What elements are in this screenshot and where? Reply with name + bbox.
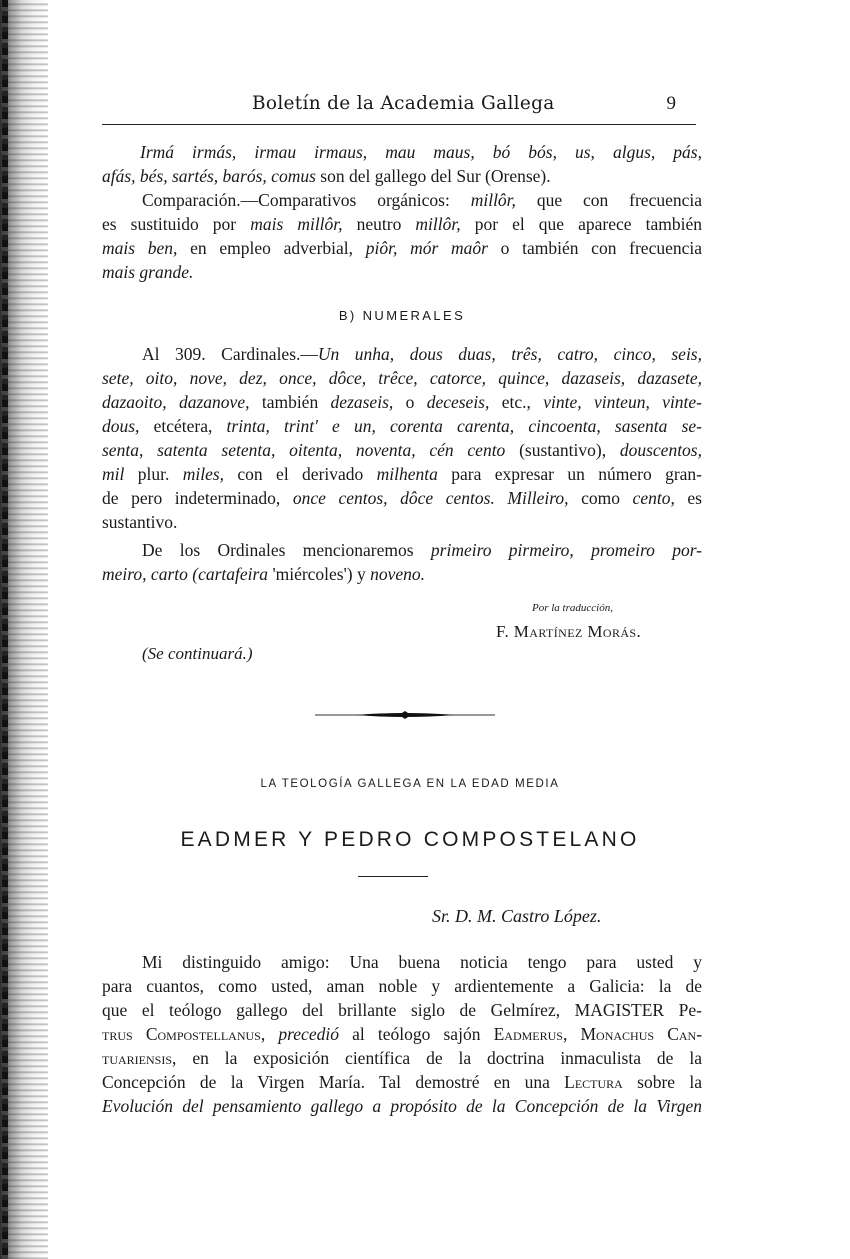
journal-title: Boletín de la Academia Gallega (252, 93, 555, 114)
text: o también con frecuencia (487, 238, 703, 258)
term: noveno. (370, 564, 426, 584)
term: mais millôr, (250, 214, 343, 234)
text: al teólogo sajón (338, 1024, 494, 1044)
term: meiro, carto (cartafeira (102, 564, 269, 584)
term: precedió (278, 1024, 339, 1044)
text: por el que aparece también (460, 214, 702, 234)
text: también (249, 392, 331, 412)
term: millôr, (470, 190, 516, 210)
text (265, 1024, 278, 1044)
plural-note-text: son del gallego del Sur (Orense). (315, 166, 551, 186)
text: etc., (489, 392, 544, 412)
header-rule (102, 124, 696, 125)
term: sete, oito, nove, dez, once, dôce, trêce, catorce, quince, dazaseis, dazasete, (102, 368, 702, 388)
text: plur. (124, 464, 183, 484)
term: douscentos, (619, 440, 702, 460)
text: con el derivado (224, 464, 377, 484)
paragraph-ordinales (102, 538, 702, 586)
small-caps-name: tuariensis, (102, 1048, 177, 1068)
translator-note: Por la traducción, (532, 602, 613, 614)
text: es sustituido por (102, 214, 251, 234)
ornament-divider (315, 706, 495, 724)
term: vinte, vinteun, vinte- (543, 392, 703, 412)
plural-examples-line-2: afás, bés, sartés, barós, comus (102, 166, 316, 186)
term: cento, (632, 488, 675, 508)
letter-addressee: Sr. D. M. Castro López. (432, 906, 602, 926)
text: es (674, 488, 702, 508)
term: mais ben, (102, 238, 178, 258)
term: once centos, dôce centos. Milleiro, (292, 488, 569, 508)
to-be-continued-note: (Se continuará.) (142, 644, 253, 663)
term: primeiro pirmeiro, promeiro por- (430, 540, 703, 560)
term: dazaoito, dazanove, (102, 392, 250, 412)
text: Mi distinguido amigo: Una buena noticia tengo para usted y (142, 952, 702, 972)
letter-body (102, 950, 702, 1118)
section-heading-numerales: B) NUMERALES (338, 308, 466, 323)
term: trinta, trint' e un, corenta carenta, cincoenta, sasenta se- (226, 416, 702, 436)
text: etcétera, (139, 416, 227, 436)
term: Evolución del pensamiento gallego a propósito de la Concepción de la Virgen (102, 1096, 702, 1116)
text: que con frecuencia (515, 190, 702, 210)
text: como (568, 488, 633, 508)
paragraph-cardinales (102, 342, 702, 534)
text: para expresar un número gran- (437, 464, 702, 484)
text: para cuantos, como usted, aman noble y ardientemente a Galicia: la de (102, 976, 702, 996)
page-number: 9 (666, 93, 676, 114)
paragraph-comparacion (102, 188, 702, 284)
series-heading: LA TEOLOGÍA GALLEGA EN LA EDAD MEDIA (260, 778, 560, 790)
term: senta, satenta setenta, oitenta, noventa, cén cento (102, 440, 506, 460)
small-caps-name: Eadmerus, Monachus Can- (493, 1024, 703, 1044)
text: sustantivo. (102, 512, 178, 532)
book-binding-edge (0, 0, 48, 1259)
text: Comparación.—Comparativos orgánicos: (142, 190, 471, 210)
term: milhenta (376, 464, 438, 484)
article-title: EADMER Y PEDRO COMPOSTELANO (180, 828, 640, 851)
term: piôr, mór maôr (365, 238, 488, 258)
term: miles, (182, 464, 225, 484)
term: deceseis, (426, 392, 490, 412)
text: De los Ordinales mencionaremos (142, 540, 431, 560)
text: en empleo adverbial, (177, 238, 366, 258)
term: dous, (102, 416, 140, 436)
text: de pero indeterminado, (102, 488, 293, 508)
translator-signature: F. Martínez Morás. (496, 622, 642, 641)
term: Un unha, dous duas, três, catro, cinco, seis, (317, 344, 702, 364)
small-caps-name: trus Compostellanus, (102, 1024, 266, 1044)
paragraph-plural-forms (102, 140, 702, 188)
text: Al 309. Cardinales.— (142, 344, 318, 364)
text: en la exposición científica de la doctrina inmaculista de la (176, 1048, 702, 1068)
text: 'miércoles') y (268, 564, 371, 584)
text: que el teólogo gallego del brillante siglo de Gelmírez, MAGISTER Pe- (102, 1000, 702, 1020)
text: (sustantivo), (505, 440, 620, 460)
term: mil (102, 464, 125, 484)
text: sobre la (622, 1072, 702, 1092)
term: dezaseis, (330, 392, 394, 412)
title-rule (358, 876, 428, 877)
text: Concepción de la Virgen María. Tal demostré en una (102, 1072, 565, 1092)
term: millôr, (415, 214, 461, 234)
running-header (102, 92, 698, 120)
term: mais grande. (102, 262, 194, 282)
text: neutro (342, 214, 416, 234)
plural-examples-line-1: Irmá irmás, irmau irmaus, mau maus, bó bós, us, algus, pás, (140, 142, 702, 162)
small-caps-name: Lectura (564, 1072, 623, 1092)
text: o (393, 392, 427, 412)
